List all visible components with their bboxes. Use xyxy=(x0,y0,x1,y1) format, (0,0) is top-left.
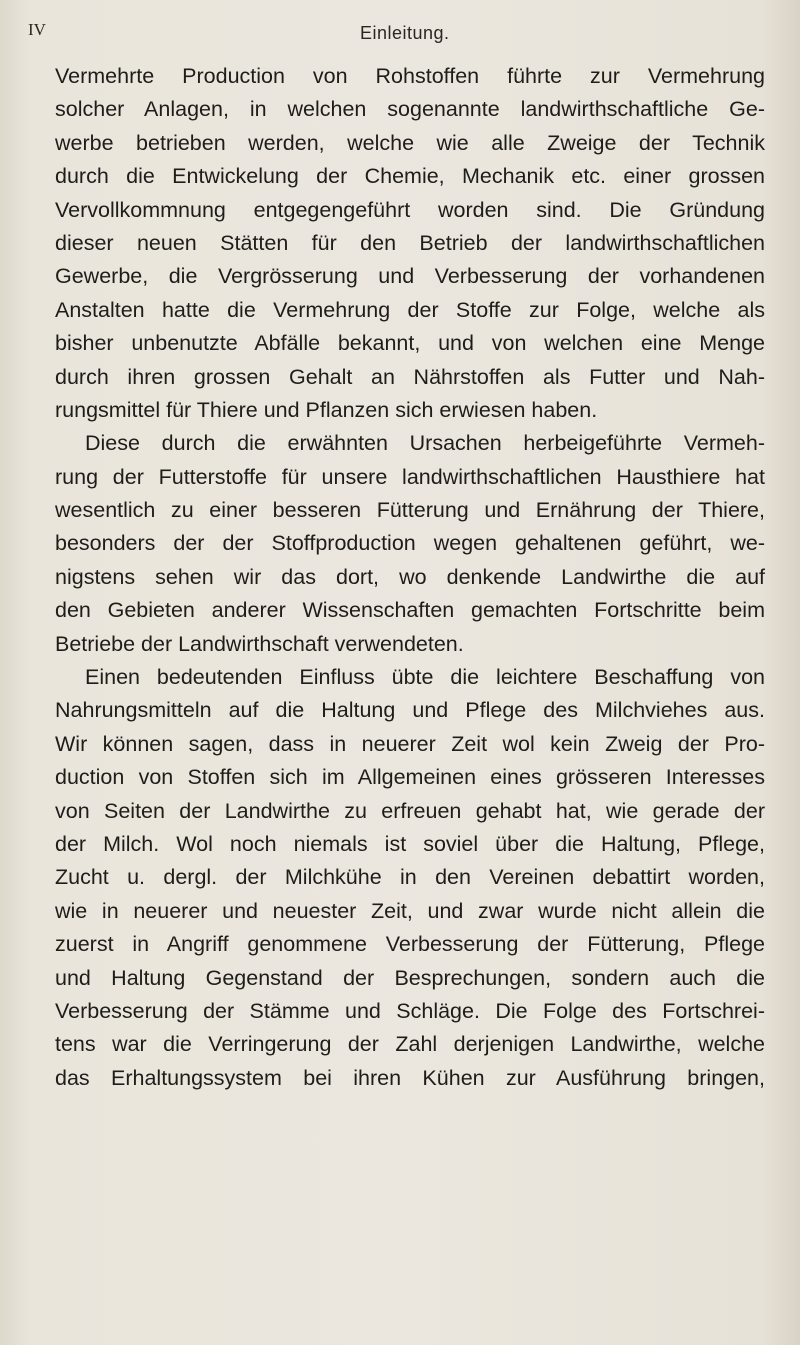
text-line: duction von Stoffen sich im Allgemeinen eines grösseren Interesses xyxy=(55,765,765,790)
text-line: solcher Anlagen, in welchen sogenannte landwirthschaftliche Ge- xyxy=(55,97,765,122)
text-line: bisher unbenutzte Abfälle bekannt, und von welchen eine Menge xyxy=(55,331,765,356)
text-line: durch ihren grossen Gehalt an Nährstoffen als Futter und Nah- xyxy=(55,364,765,389)
text-line: Vervollkommnung entgegengeführt worden sind. Die Gründung xyxy=(55,197,765,222)
text-line: durch die Entwickelung der Chemie, Mechanik etc. einer grossen xyxy=(55,164,765,189)
text-line: Anstalten hatte die Vermehrung der Stoffe zur Folge, welche als xyxy=(55,297,765,322)
text-line: rungsmittel für Thiere und Pflanzen sich erwiesen haben. xyxy=(55,397,598,422)
text-line: besonders der der Stoffproduction wegen gehaltenen geführt, we- xyxy=(55,531,765,556)
text-line: rung der Futterstoffe für unsere landwirthschaftlichen Hausthiere hat xyxy=(55,464,765,489)
text-line: wesentlich zu einer besseren Fütterung und Ernährung der Thiere, xyxy=(55,498,765,523)
paragraph xyxy=(55,661,765,1095)
text-line: und Haltung Gegenstand der Besprechungen, sondern auch die xyxy=(55,965,765,990)
page-number: IV xyxy=(28,20,46,39)
text-line: Einen bedeutenden Einfluss übte die leichtere Beschaffung von xyxy=(85,665,765,690)
text-line: Gewerbe, die Vergrösserung und Verbesserung der vorhandenen xyxy=(55,264,765,289)
text-line: werbe betrieben werden, welche wie alle Zweige der Technik xyxy=(55,130,765,155)
text-line: Diese durch die erwähnten Ursachen herbeigeführte Vermeh- xyxy=(85,431,765,456)
text-line: Nahrungsmitteln auf die Haltung und Pflege des Milchviehes aus. xyxy=(55,698,765,723)
text-line: Betriebe der Landwirthschaft verwendeten. xyxy=(55,631,464,656)
text-line: wie in neuerer und neuester Zeit, und zwar wurde nicht allein die xyxy=(55,898,765,923)
paragraph xyxy=(55,60,765,427)
text-line: tens war die Verringerung der Zahl derjenigen Landwirthe, welche xyxy=(55,1032,765,1057)
text-line: das Erhaltungssystem bei ihren Kühen zur Ausführung bringen, xyxy=(55,1065,765,1090)
text-line: der Milch. Wol noch niemals ist soviel über die Haltung, Pflege, xyxy=(55,831,765,856)
text-line: den Gebieten anderer Wissenschaften gemachten Fortschritte beim xyxy=(55,598,765,623)
text-line: dieser neuen Stätten für den Betrieb der landwirthschaftlichen xyxy=(55,230,765,255)
body-text xyxy=(55,60,765,1095)
text-line: Wir können sagen, dass in neuerer Zeit wol kein Zweig der Pro- xyxy=(55,731,765,756)
text-line: Zucht u. dergl. der Milchkühe in den Vereinen debattirt worden, xyxy=(55,865,765,890)
text-line: Vermehrte Production von Rohstoffen führte zur Vermehrung xyxy=(55,64,765,88)
text-line: nigstens sehen wir das dort, wo denkende Landwirthe die auf xyxy=(55,564,765,589)
paragraph xyxy=(55,427,765,661)
text-line: zuerst in Angriff genommene Verbesserung der Fütterung, Pflege xyxy=(55,932,765,957)
text-line: Verbesserung der Stämme und Schläge. Die Folge des Fortschrei- xyxy=(55,998,765,1023)
text-line: von Seiten der Landwirthe zu erfreuen gehabt hat, wie gerade der xyxy=(55,798,765,823)
running-head: Einleitung. xyxy=(360,23,450,43)
page-header xyxy=(0,20,800,50)
